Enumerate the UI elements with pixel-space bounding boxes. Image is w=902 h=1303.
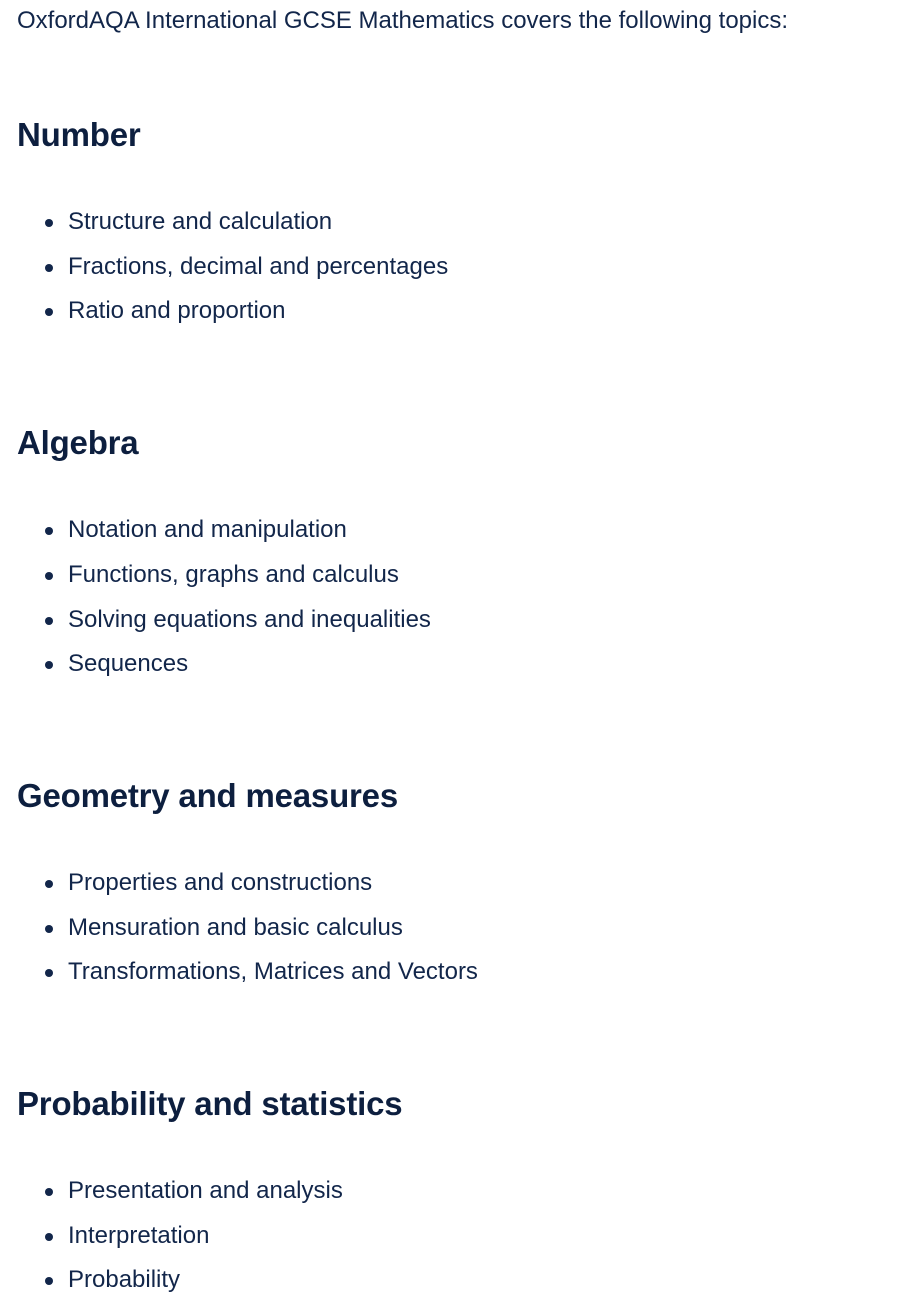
list-item <box>17 598 902 643</box>
list-item <box>17 245 902 290</box>
bullet-icon <box>45 219 53 227</box>
list-item-label: Solving equations and inequalities <box>68 605 431 633</box>
section-heading-algebra: Algebra <box>17 424 139 462</box>
list-item-label: Transformations, Matrices and Vectors <box>68 958 478 986</box>
list-item <box>17 1258 902 1303</box>
list-item <box>17 642 902 687</box>
list-item <box>17 1169 902 1214</box>
bullet-icon <box>45 969 53 977</box>
bullet-icon <box>45 925 53 933</box>
list-item-label: Functions, graphs and calculus <box>68 560 399 588</box>
list-item <box>17 508 902 553</box>
intro-text: OxfordAQA International GCSE Mathematics covers the following topics: <box>17 7 789 34</box>
list-item <box>17 861 902 906</box>
topics-document <box>17 0 902 1303</box>
list-item-label: Structure and calculation <box>68 208 333 235</box>
list-item-label: Properties and constructions <box>68 868 373 896</box>
list-item-label: Fractions, decimal and percentages <box>68 252 449 280</box>
list-item-label: Presentation and analysis <box>68 1177 343 1205</box>
bullet-icon <box>45 527 53 535</box>
list-item-label: Ratio and proportion <box>68 297 286 325</box>
bullet-icon <box>45 572 53 580</box>
section-heading-number: Number <box>17 116 141 153</box>
list-item-label: Sequences <box>68 650 189 678</box>
list-item-label: Probability <box>68 1266 181 1294</box>
bullet-icon <box>45 661 53 669</box>
list-item <box>17 553 902 598</box>
list-item-label: Interpretation <box>68 1221 210 1249</box>
section-heading-probability: Probability and statistics <box>17 1085 403 1123</box>
topic-list-probability <box>17 1169 902 1303</box>
list-item-label: Mensuration and basic calculus <box>68 913 403 941</box>
bullet-icon <box>45 1233 53 1241</box>
section-heading-geometry: Geometry and measures <box>17 776 398 814</box>
bullet-icon <box>45 617 53 625</box>
bullet-icon <box>45 264 53 272</box>
bullet-icon <box>45 880 53 888</box>
list-item <box>17 906 902 951</box>
list-item <box>17 200 902 245</box>
topic-list-algebra <box>17 508 902 687</box>
topic-list-number <box>17 200 902 334</box>
bullet-icon <box>45 308 53 316</box>
list-item <box>17 1214 902 1259</box>
bullet-icon <box>45 1277 53 1285</box>
list-item-label: Notation and manipulation <box>68 516 347 544</box>
list-item <box>17 289 902 334</box>
topic-list-geometry <box>17 861 902 995</box>
list-item <box>17 950 902 995</box>
bullet-icon <box>45 1188 53 1196</box>
